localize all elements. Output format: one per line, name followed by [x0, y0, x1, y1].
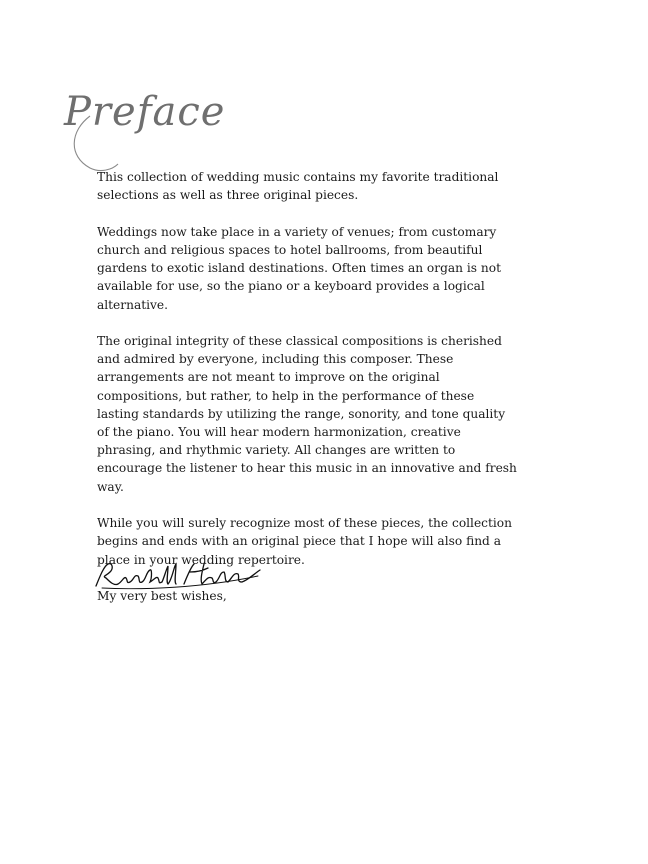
handwritten-signature [92, 558, 264, 592]
paragraph-1: This collection of wedding music contains my favorite traditional selections as well as three original pieces. [97, 170, 499, 203]
closing-line: My very best wishes, [97, 589, 227, 604]
paragraph-3: The original integrity of these classical compositions is cherished and admired by everyone, including this composer. These arrangements are not meant to improve on the original compositions, but rather, to help in the performance of these lasting standards by utilizing the range, sonority, and tone quality of the piano. You will hear modern harmonization, creative phrasing, and rhythmic variety. All changes are written to encourage the listener to hear this music in an innovative and fresh way. [97, 334, 517, 494]
paragraph-2: Weddings now take place in a variety of venues; from customary church and religious spaces to hotel ballrooms, from beautiful gardens to exotic island destinations. Often times an organ is not available for use, so the piano or a keyboard provides a logical alternative. [97, 224, 502, 312]
paragraph-4: While you will surely recognize most of these pieces, the collection begins and ends with an original piece that I hope will also find a place in your wedding repertoire. [97, 516, 512, 567]
page-title: Preface [64, 89, 226, 135]
preface-body [97, 168, 517, 624]
